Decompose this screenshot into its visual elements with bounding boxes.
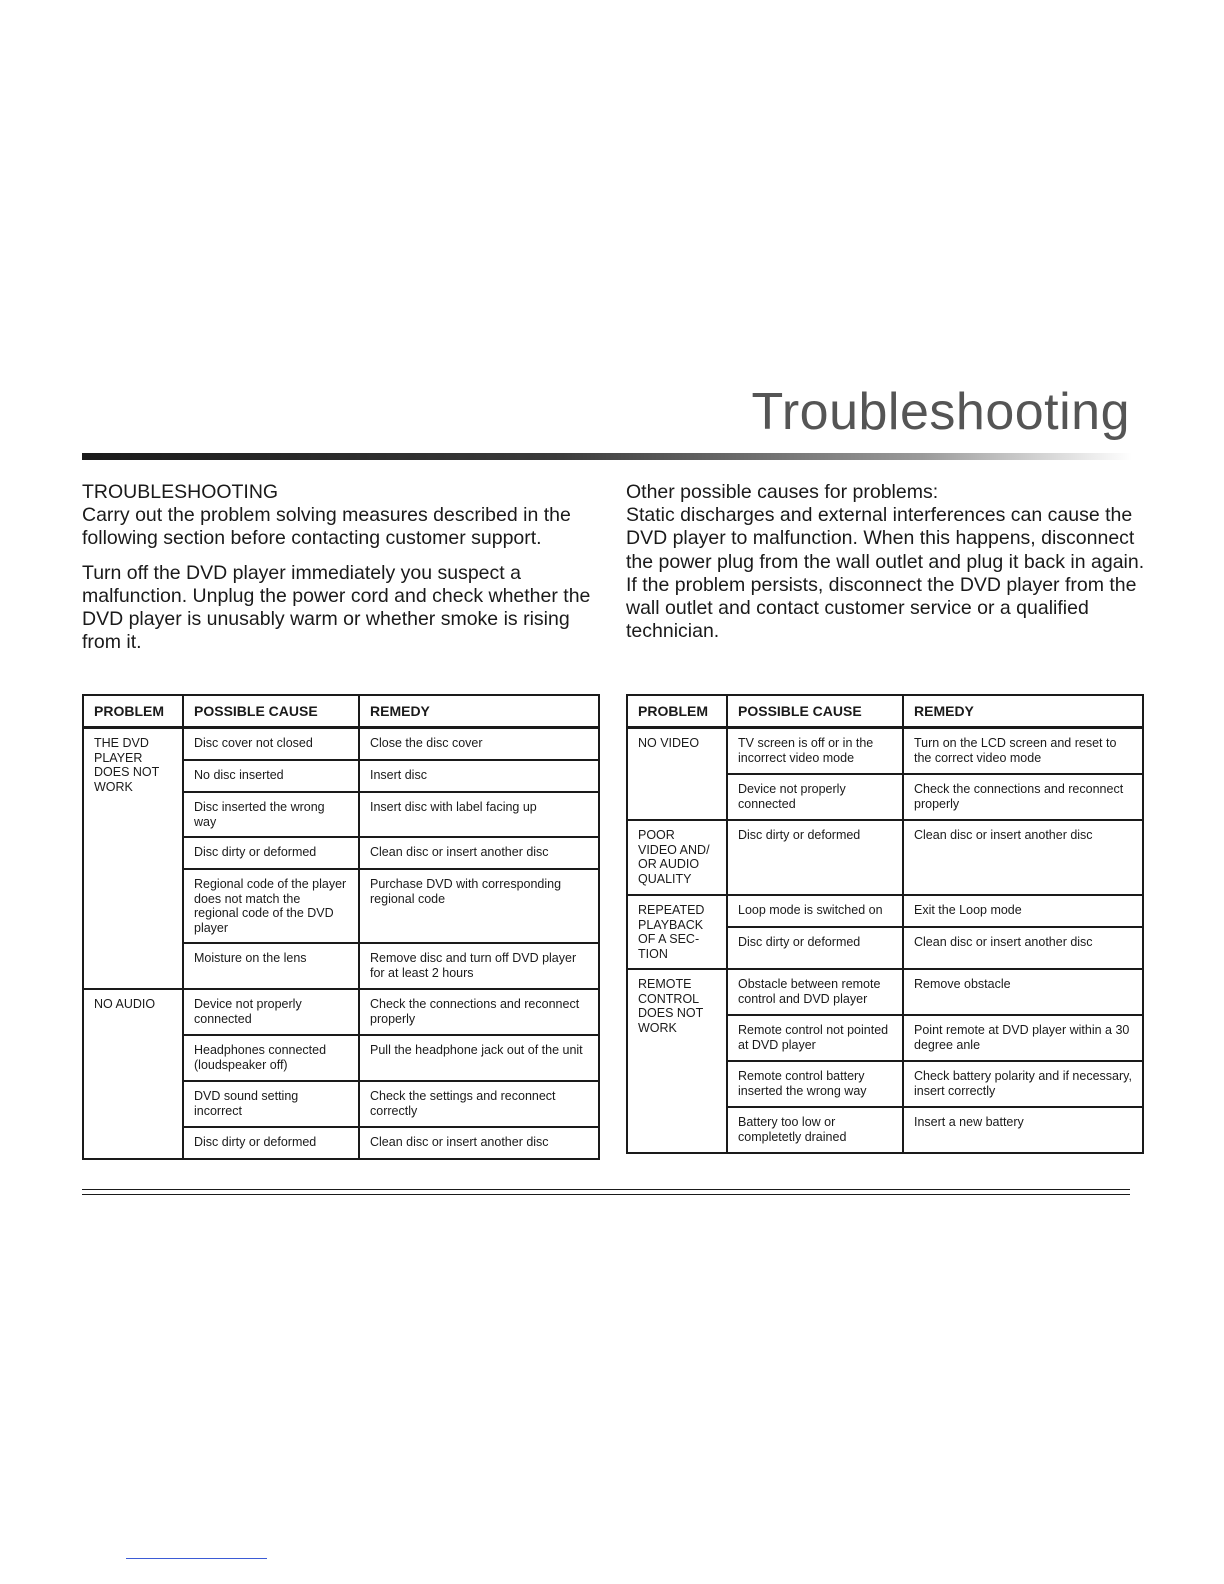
cause-cell: Disc dirty or deformed <box>727 820 903 895</box>
remedy-cell: Clean disc or insert another disc <box>359 1127 599 1159</box>
cause-cell: Battery too low or completetly drained <box>727 1107 903 1153</box>
problem-cell: REPEATED PLAYBACK OF A SEC- TION <box>627 895 727 969</box>
cause-cell: Remote control battery inserted the wrong way <box>727 1061 903 1107</box>
table-row <box>627 969 1143 1015</box>
cause-cell: Headphones connected (loudspeaker off) <box>183 1035 359 1081</box>
table-header-row <box>627 695 1143 728</box>
remedy-cell: Remove disc and turn off DVD player for at least 2 hours <box>359 943 599 989</box>
cause-cell: Disc dirty or deformed <box>183 1127 359 1159</box>
header-remedy: REMEDY <box>903 695 1143 728</box>
page-title: Troubleshooting <box>751 383 1130 441</box>
remedy-cell: Check the connections and reconnect properly <box>359 989 599 1035</box>
remedy-cell: Exit the Loop mode <box>903 895 1143 927</box>
remedy-cell: Clean disc or insert another disc <box>903 820 1143 895</box>
header-remedy: REMEDY <box>359 695 599 728</box>
title-divider <box>82 453 1132 460</box>
remedy-cell: Turn on the LCD screen and reset to the correct video mode <box>903 728 1143 775</box>
intro-heading: TROUBLESHOOTING <box>82 481 279 503</box>
header-problem: PROBLEM <box>627 695 727 728</box>
header-problem: PROBLEM <box>83 695 183 728</box>
cause-cell: Moisture on the lens <box>183 943 359 989</box>
remedy-cell: Insert disc <box>359 760 599 792</box>
footer-underline <box>126 1558 267 1559</box>
remedy-cell: Close the disc cover <box>359 728 599 761</box>
cause-cell: Disc cover not closed <box>183 728 359 761</box>
remedy-cell: Check battery polarity and if necessary, insert correctly <box>903 1061 1143 1107</box>
remedy-cell: Insert disc with label facing up <box>359 792 599 837</box>
cause-cell: Disc dirty or deformed <box>183 837 359 869</box>
table-row <box>83 989 599 1035</box>
troubleshooting-table-right <box>626 694 1144 1154</box>
intro-right <box>626 481 1146 643</box>
remedy-cell: Clean disc or insert another disc <box>359 837 599 869</box>
table-row <box>627 820 1143 895</box>
remedy-cell: Remove obstacle <box>903 969 1143 1015</box>
bottom-divider <box>82 1189 1130 1195</box>
intro-paragraph: Carry out the problem solving measures described in the following section before contacting customer support. <box>82 504 571 550</box>
table-row <box>83 728 599 761</box>
cause-cell: DVD sound setting incorrect <box>183 1081 359 1127</box>
warning-paragraph: Turn off the DVD player immediately you suspect a malfunction. Unplug the power cord and check whether the DVD player is unusably warm or whether smoke is rising from it. <box>82 561 591 654</box>
remedy-cell: Check the connections and reconnect properly <box>903 774 1143 820</box>
cause-cell: Loop mode is switched on <box>727 895 903 927</box>
table-header-row <box>83 695 599 728</box>
problem-cell: NO VIDEO <box>627 728 727 821</box>
cause-cell: No disc inserted <box>183 760 359 792</box>
other-causes-heading: Other possible causes for problems: <box>626 481 939 503</box>
cause-cell: Device not properly connected <box>727 774 903 820</box>
cause-cell: Obstacle between remote control and DVD player <box>727 969 903 1015</box>
remedy-cell: Point remote at DVD player within a 30 degree anle <box>903 1015 1143 1061</box>
table-row <box>627 728 1143 775</box>
cause-cell: Disc dirty or deformed <box>727 927 903 969</box>
remedy-cell: Insert a new battery <box>903 1107 1143 1153</box>
problem-cell: THE DVD PLAYER DOES NOT WORK <box>83 728 183 990</box>
problem-cell: NO AUDIO <box>83 989 183 1159</box>
remedy-cell: Pull the headphone jack out of the unit <box>359 1035 599 1081</box>
problem-cell: POOR VIDEO AND/ OR AUDIO QUALITY <box>627 820 727 895</box>
other-causes-paragraph: Static discharges and external interferences can cause the DVD player to malfunction. When this happens, disconnect the power plug from the wall outlet and plug it back in again. If the problem persists, disconnect the DVD player from the wall outlet and contact customer service or a qualified technician. <box>626 504 1145 643</box>
cause-cell: Regional code of the player does not match the regional code of the DVD player <box>183 869 359 943</box>
table-row <box>627 895 1143 927</box>
header-cause: POSSIBLE CAUSE <box>727 695 903 728</box>
remedy-cell: Check the settings and reconnect correctly <box>359 1081 599 1127</box>
cause-cell: TV screen is off or in the incorrect video mode <box>727 728 903 775</box>
cause-cell: Device not properly connected <box>183 989 359 1035</box>
intro-left <box>82 481 602 654</box>
header-cause: POSSIBLE CAUSE <box>183 695 359 728</box>
remedy-cell: Clean disc or insert another disc <box>903 927 1143 969</box>
cause-cell: Disc inserted the wrong way <box>183 792 359 837</box>
troubleshooting-table-left <box>82 694 600 1160</box>
cause-cell: Remote control not pointed at DVD player <box>727 1015 903 1061</box>
remedy-cell: Purchase DVD with corresponding regional code <box>359 869 599 943</box>
problem-cell: REMOTE CONTROL DOES NOT WORK <box>627 969 727 1153</box>
